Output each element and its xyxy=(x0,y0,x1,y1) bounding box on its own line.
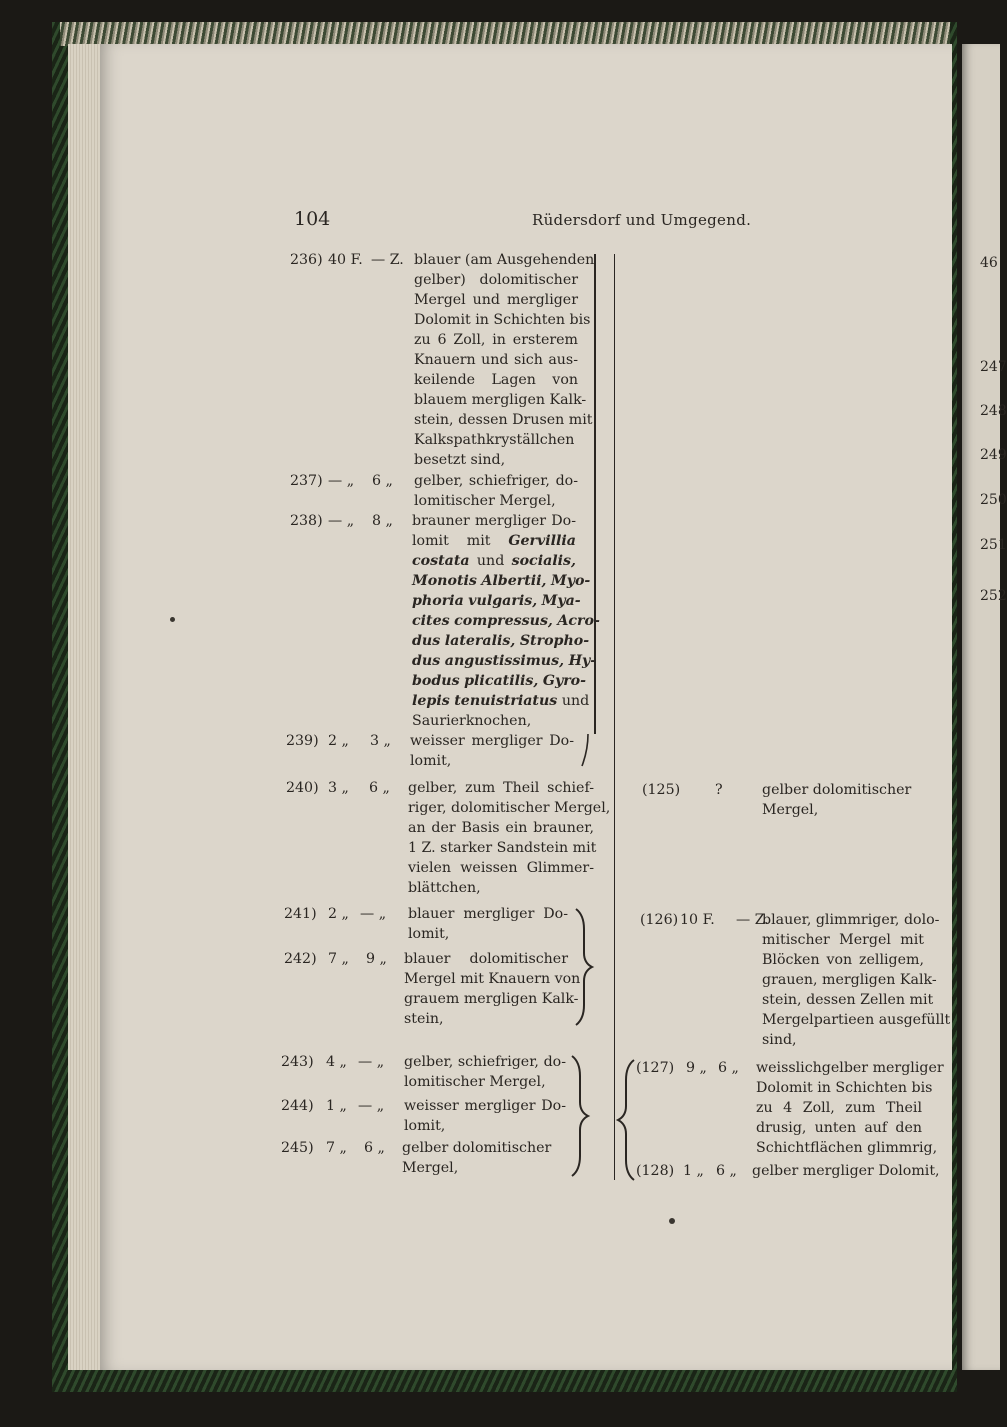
column-divider xyxy=(614,254,615,1180)
right-thickness-feet: 1 „ xyxy=(683,1163,704,1179)
left-row-number: 241) xyxy=(284,906,317,922)
left-layer-description xyxy=(408,904,568,944)
description-line: stein, dessen Drusen mit xyxy=(414,412,593,428)
description-line: dus angustissimus, Hy- xyxy=(412,653,597,669)
left-thickness-feet: 7 „ xyxy=(328,951,349,967)
left-row-number: 237) xyxy=(290,473,323,489)
description-line: Mergelpartieen ausgefüllt xyxy=(762,1012,951,1028)
description-line: lomitischer Mergel, xyxy=(414,493,556,509)
description-line: Mergel, xyxy=(762,802,819,818)
description-line: gelber mergliger Dolomit, xyxy=(752,1163,940,1179)
description-line: lomit mit Gervillia xyxy=(412,533,577,549)
right-layer-description xyxy=(762,780,912,820)
right-layer-description xyxy=(762,910,951,1050)
description-line: gelber dolomitischer xyxy=(402,1140,552,1156)
description-line: zu 4 Zoll, zum Theil xyxy=(756,1100,922,1116)
left-row-number: 243) xyxy=(281,1054,314,1070)
description-line: gelber, schiefriger, do- xyxy=(404,1054,566,1070)
description-line: grauem mergligen Kalk- xyxy=(404,991,579,1007)
description-line: brauner mergliger Do- xyxy=(412,513,576,529)
description-line: drusig, unten auf den xyxy=(756,1120,922,1136)
description-line: zu 6 Zoll, in ersterem xyxy=(414,332,578,348)
book-top-edge xyxy=(60,22,950,46)
facing-page-number: 46 xyxy=(980,255,998,271)
right-thickness-inches: 6 „ xyxy=(716,1163,737,1179)
left-thickness-feet: — „ xyxy=(328,473,355,489)
left-thickness-inches: — Z. xyxy=(371,252,404,268)
description-line: blauer, glimmriger, dolo- xyxy=(762,912,940,928)
description-line: weisslichgelber mergliger xyxy=(756,1060,944,1076)
left-thickness-inches: 9 „ xyxy=(366,951,387,967)
description-line: bodus plicatilis, Gyro- xyxy=(412,673,587,689)
left-thickness-feet: 2 „ xyxy=(328,906,349,922)
right-row-number: (127) xyxy=(636,1060,675,1076)
left-layer-description xyxy=(414,250,595,470)
description-line: blauem mergligen Kalk- xyxy=(414,392,587,408)
description-line: blauer dolomitischer xyxy=(404,951,568,967)
description-line: gelber, schiefriger, do- xyxy=(414,473,578,489)
left-thickness-feet: 3 „ xyxy=(328,780,349,796)
left-row-number: 244) xyxy=(281,1098,314,1114)
page-speck xyxy=(170,617,175,622)
description-line: Monotis Albertii, Myo- xyxy=(412,573,591,589)
description-line: weisser mergliger Do- xyxy=(404,1098,566,1114)
left-thickness-feet: 4 „ xyxy=(326,1054,347,1070)
left-row-number: 239) xyxy=(286,733,319,749)
description-line: grauen, mergligen Kalk- xyxy=(762,972,937,988)
left-layer-description xyxy=(412,511,600,731)
description-line: costata und socialis, xyxy=(412,553,576,569)
description-line: cites compressus, Acro- xyxy=(412,613,600,629)
left-thickness-inches: 6 „ xyxy=(369,780,390,796)
right-layer-description xyxy=(756,1058,944,1158)
left-thickness-inches: — „ xyxy=(358,1054,385,1070)
left-thickness-feet: 7 „ xyxy=(326,1140,347,1156)
brace-241-242 xyxy=(570,905,596,1029)
description-line: Schichtflächen glimmrig, xyxy=(756,1140,938,1156)
right-thickness-inches: — Z. xyxy=(736,912,769,928)
left-layer-description xyxy=(410,731,574,771)
right-row-number: (128) xyxy=(636,1163,675,1179)
left-thickness-inches: 6 „ xyxy=(372,473,393,489)
description-line: Mergel, xyxy=(402,1160,459,1176)
description-line: lomitischer Mergel, xyxy=(404,1074,546,1090)
facing-row-number: 252 xyxy=(980,588,1007,604)
right-layer-description xyxy=(752,1161,940,1181)
description-line: Mergel und mergliger xyxy=(414,292,578,308)
description-line: gelber, zum Theil schief- xyxy=(408,780,594,796)
description-line: mitischer Mergel mit xyxy=(762,932,924,948)
description-line: weisser mergliger Do- xyxy=(410,733,574,749)
page-number: 104 xyxy=(294,208,331,230)
left-thickness-feet: 1 „ xyxy=(326,1098,347,1114)
description-line: blauer mergliger Do- xyxy=(408,906,568,922)
brace-243-245 xyxy=(566,1052,592,1180)
description-line: riger, dolomitischer Mergel, xyxy=(408,800,611,816)
description-line: blauer (am Ausgehenden xyxy=(414,252,595,268)
description-line: Mergel mit Knauern von xyxy=(404,971,581,987)
right-thickness-feet: 10 F. xyxy=(680,912,715,928)
description-line: Blöcken von zelligem, xyxy=(762,952,924,968)
description-line: an der Basis ein brauner, xyxy=(408,820,594,836)
description-line: besetzt sind, xyxy=(414,452,506,468)
left-row-number: 238) xyxy=(290,513,323,529)
left-layer-description xyxy=(404,1052,566,1092)
description-line: lomit, xyxy=(404,1118,446,1134)
right-row-number: (125) xyxy=(642,782,681,798)
left-thickness-inches: 6 „ xyxy=(364,1140,385,1156)
description-line: Dolomit in Schichten bis xyxy=(756,1080,933,1096)
description-line: 1 Z. starker Sandstein mit xyxy=(408,840,597,856)
description-line: stein, dessen Zellen mit xyxy=(762,992,934,1008)
description-line: Knauern und sich aus- xyxy=(414,352,578,368)
running-title: Rüdersdorf und Umgegend. xyxy=(532,211,752,229)
left-thickness-inches: 3 „ xyxy=(370,733,391,749)
right-thickness-feet: ? xyxy=(715,782,723,798)
left-layer-description xyxy=(408,778,611,898)
description-line: lepis tenuistriatus und xyxy=(412,693,590,709)
description-line: Saurierknochen, xyxy=(412,713,532,729)
description-line: vielen weissen Glimmer- xyxy=(408,860,594,876)
right-thickness-inches: 6 „ xyxy=(718,1060,739,1076)
right-thickness-feet: 9 „ xyxy=(686,1060,707,1076)
description-line: Kalkspathkryställchen xyxy=(414,432,575,448)
left-thickness-feet: — „ xyxy=(328,513,355,529)
facing-page-edge xyxy=(962,44,1007,1370)
facing-row-number: 248 xyxy=(980,403,1007,419)
description-line: gelber dolomitischer xyxy=(762,782,912,798)
left-thickness-inches: 8 „ xyxy=(372,513,393,529)
description-line: lomit, xyxy=(410,753,452,769)
left-thickness-inches: — „ xyxy=(358,1098,385,1114)
left-thickness-feet: 40 F. xyxy=(328,252,363,268)
right-row-number: (126) xyxy=(640,912,679,928)
description-line: lomit, xyxy=(408,926,450,942)
left-layer-description xyxy=(402,1138,550,1178)
facing-row-number: 249 xyxy=(980,447,1007,463)
left-row-number: 242) xyxy=(284,951,317,967)
description-line: blättchen, xyxy=(408,880,481,896)
facing-row-number: 247 xyxy=(980,359,1007,375)
description-line: stein, xyxy=(404,1011,444,1027)
description-line: Dolomit in Schichten bis xyxy=(414,312,591,328)
left-thickness-feet: 2 „ xyxy=(328,733,349,749)
facing-row-number: 251 xyxy=(980,537,1007,553)
description-line: gelber) dolomitischer xyxy=(414,272,578,288)
left-layer-description xyxy=(404,949,581,1029)
left-row-number: 240) xyxy=(286,780,319,796)
left-row-number: 236) xyxy=(290,252,323,268)
left-row-number: 245) xyxy=(281,1140,314,1156)
description-line: dus lateralis, Stropho- xyxy=(412,633,590,649)
facing-row-number: 250 xyxy=(980,492,1007,508)
left-layer-description xyxy=(404,1096,566,1136)
description-line: keilende Lagen von xyxy=(414,372,578,388)
page-speck xyxy=(669,1218,675,1224)
left-layer-description xyxy=(414,471,578,511)
description-line: sind, xyxy=(762,1032,797,1048)
description-line: phoria vulgaris, Mya- xyxy=(412,593,581,609)
brace-239-end xyxy=(578,732,592,772)
left-thickness-inches: — „ xyxy=(360,906,387,922)
